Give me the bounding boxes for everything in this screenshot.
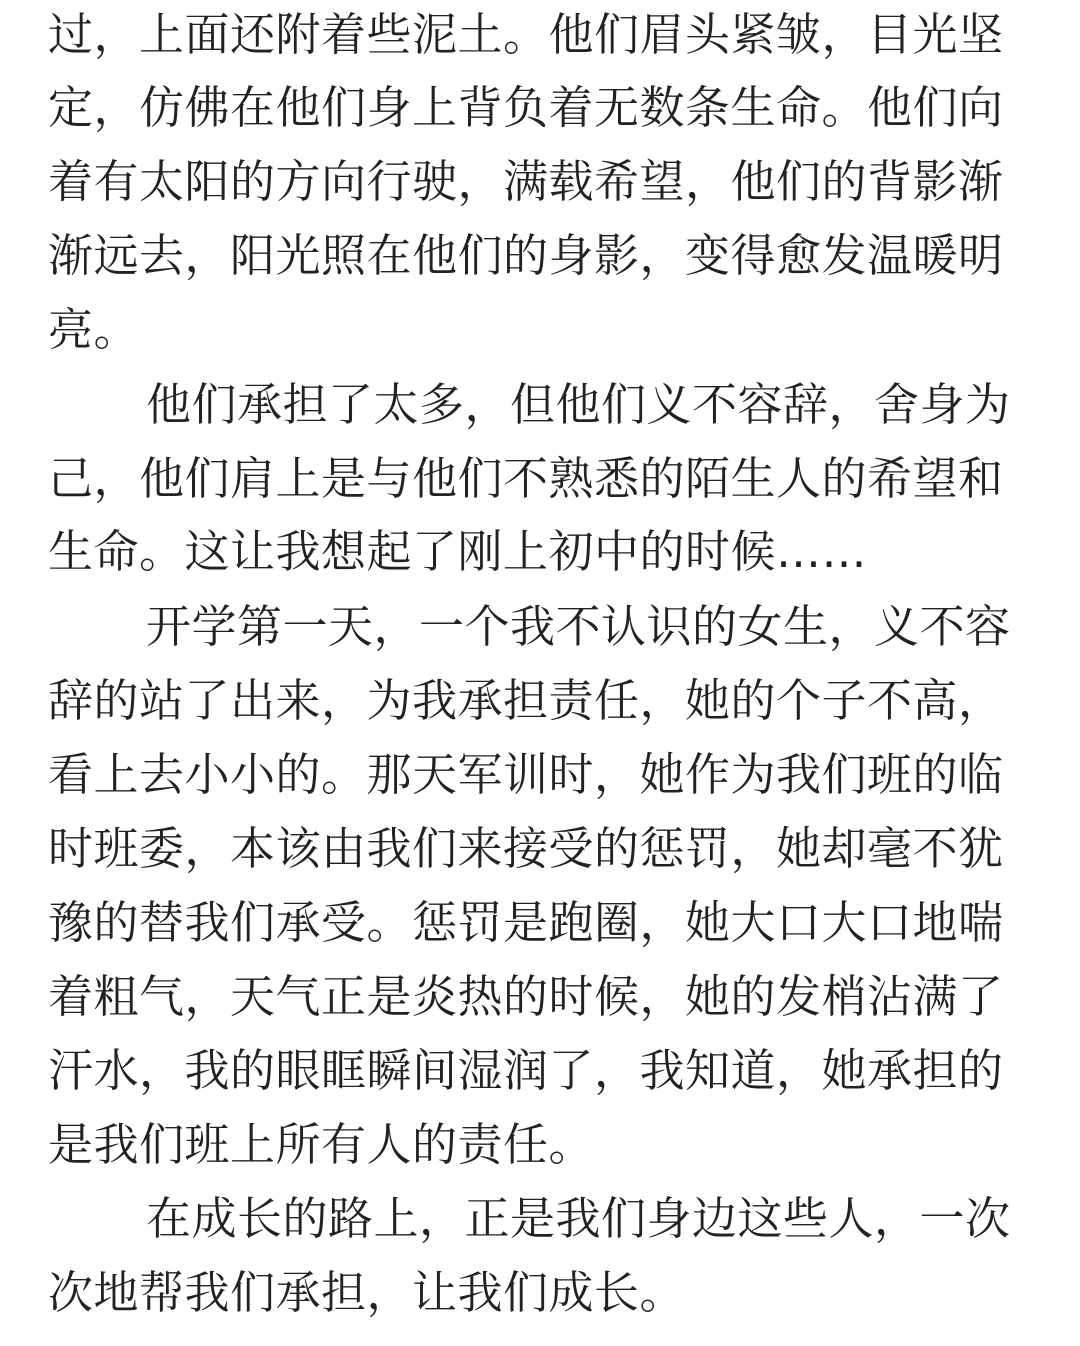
text-line: 己，他们肩上是与他们不熟悉的陌生人的希望和 [48, 452, 1004, 505]
text-line: 定，仿佛在他们身上背负着无数条生命。他们向 [48, 81, 1004, 134]
text-line: 亮。 [48, 303, 140, 356]
text-line: 是我们班上所有人的责任。 [48, 1118, 595, 1171]
text-line: 辞的站了出来，为我承担责任，她的个子不高， [48, 674, 1004, 727]
paragraph-first-line: 他们承担了太多，但他们义不容辞，舍身为 [146, 378, 1011, 431]
paragraph-first-line: 在成长的路上，正是我们身边这些人，一次 [146, 1192, 1011, 1245]
text-line: 渐远去，阳光照在他们的身影，变得愈发温暖明 [48, 229, 1004, 282]
text-line: 次地帮我们承担，让我们成长。 [48, 1266, 686, 1319]
text-line: 汗水，我的眼眶瞬间湿润了，我知道，她承担的 [48, 1044, 1004, 1097]
text-line: 着有太阳的方向行驶，满载希望，他们的背影渐 [48, 155, 1004, 208]
text-line: 豫的替我们承受。惩罚是跑圈，她大口大口地喘 [48, 896, 1004, 949]
paragraph-first-line: 开学第一天，一个我不认识的女生，义不容 [146, 600, 1011, 653]
text-line: 时班委，本该由我们来接受的惩罚，她却毫不犹 [48, 822, 1004, 875]
text-line: 着粗气，天气正是炎热的时候，她的发梢沾满了 [48, 970, 1004, 1023]
text-line: 生命。这让我想起了刚上初中的时候…… [48, 525, 868, 578]
text-line: 看上去小小的。那天军训时，她作为我们班的临 [48, 748, 1004, 801]
text-line: 过，上面还附着些泥土。他们眉头紧皱，目光坚 [48, 8, 1004, 61]
